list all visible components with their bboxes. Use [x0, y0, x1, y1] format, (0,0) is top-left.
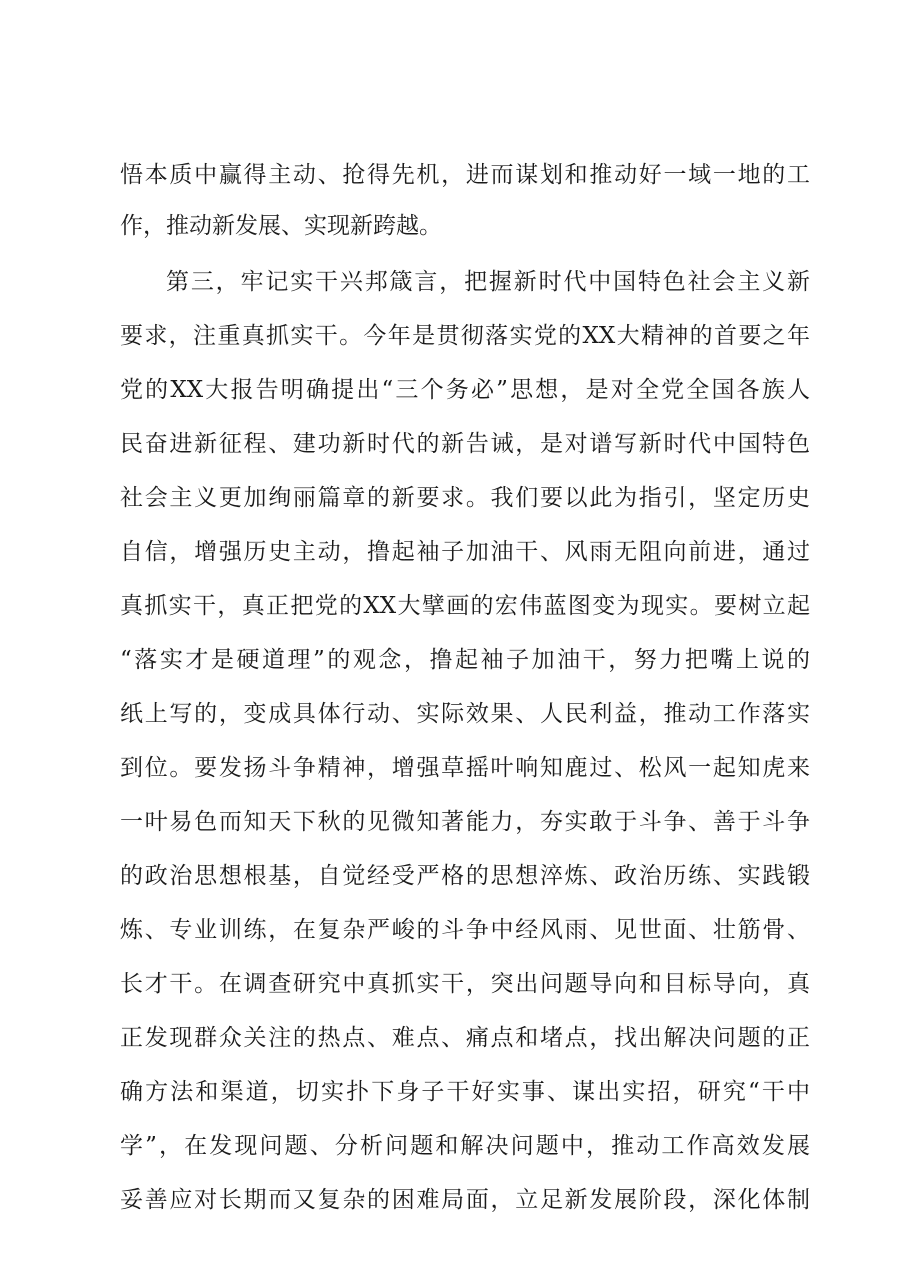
- text-line: 妥善应对长期而又复杂的困难局面，立足新发展阶段，深化体制: [120, 1187, 810, 1213]
- text-line: 正发现群众关注的热点、难点、痛点和堵点，找出解决问题的正: [120, 1025, 810, 1051]
- text-line: 党的XX大报告明确提出“三个务必”思想，是对全党全国各族人: [120, 377, 810, 403]
- text-line: 纸上写的，变成具体行动、实际效果、人民利益，推动工作落实: [120, 701, 810, 727]
- text-line: 的政治思想根基，自觉经受严格的思想淬炼、政治历练、实践锻: [120, 863, 810, 889]
- text-line: 自信，增强历史主动，撸起袖子加油干、风雨无阻向前进，通过: [120, 539, 810, 565]
- text-line: 要求，注重真抓实干。今年是贯彻落实党的XX大精神的首要之年: [120, 323, 810, 349]
- text-line: 长才干。在调查研究中真抓实干，突出问题导向和目标导向，真: [120, 971, 810, 997]
- text-line: 学”，在发现问题、分析问题和解决问题中，推动工作高效发展: [120, 1133, 810, 1159]
- paragraph-start-line: 第三，牢记实干兴邦箴言，把握新时代中国特色社会主义新: [166, 269, 810, 295]
- text-line: 一叶易色而知天下秋的见微知著能力，夯实敢于斗争、善于斗争: [120, 809, 810, 835]
- text-line: 到位。要发扬斗争精神，增强草摇叶响知鹿过、松风一起知虎来: [120, 755, 810, 781]
- text-line: 真抓实干，真正把党的XX大擘画的宏伟蓝图变为现实。要树立起: [120, 593, 810, 619]
- text-line: 悟本质中赢得主动、抢得先机，进而谋划和推动好一域一地的工: [120, 162, 810, 188]
- text-line: 社会主义更加绚丽篇章的新要求。我们要以此为指引，坚定历史: [120, 485, 810, 511]
- text-line: 确方法和渠道，切实扑下身子干好实事、谋出实招，研究“干中: [120, 1079, 810, 1105]
- text-line: 炼、专业训练，在复杂严峻的斗争中经风雨、见世面、壮筋骨、: [120, 917, 810, 943]
- text-line: “落实才是硬道理”的观念，撸起袖子加油干，努力把嘴上说的: [120, 647, 810, 673]
- text-line: 作，推动新发展、实现新跨越。: [120, 213, 442, 239]
- text-line: 民奋进新征程、建功新时代的新告诫，是对谱写新时代中国特色: [120, 431, 810, 457]
